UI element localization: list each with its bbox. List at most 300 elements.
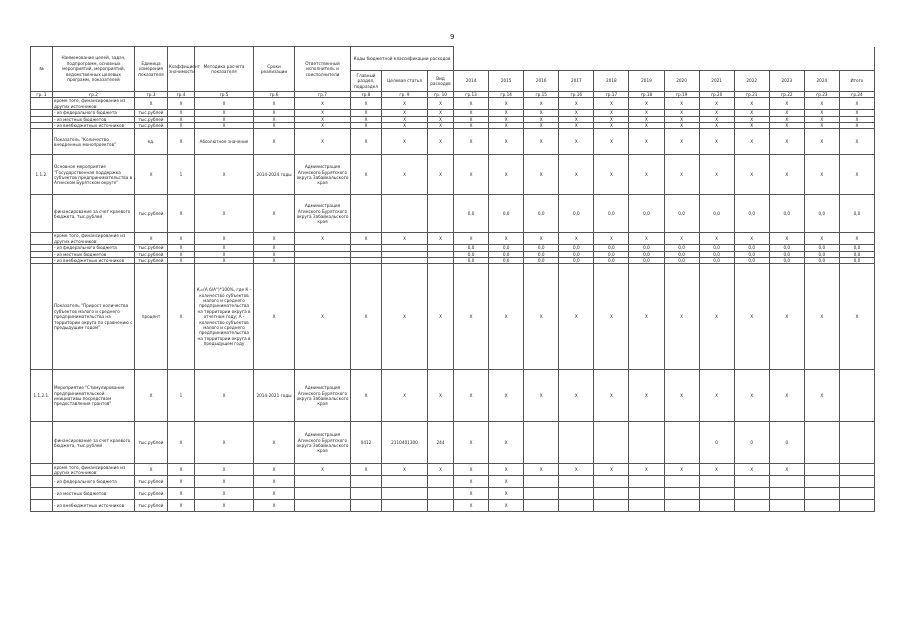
row-name-cell: кроме того, финансирование из других источников: <box>53 233 135 245</box>
table-cell: Администрация Агинского Бурятского округа Забайкальского края <box>295 155 351 195</box>
table-cell: Х <box>254 98 295 110</box>
table-cell: Х <box>428 98 454 110</box>
table-cell <box>31 233 53 245</box>
table-cell: 0,0 <box>769 251 804 257</box>
table-cell: Х <box>489 500 524 512</box>
table-cell <box>699 476 734 488</box>
table-cell: Х <box>254 488 295 500</box>
table-cell: Х <box>804 264 839 370</box>
table-cell: Х <box>135 464 168 476</box>
table-cell: 0,0 <box>839 195 874 233</box>
table-cell: Х <box>351 123 382 129</box>
column-number: гр.3 <box>135 92 168 98</box>
table-cell: 0,0 <box>734 258 769 264</box>
table-cell: Х <box>454 116 489 122</box>
table-cell: Х <box>559 264 594 370</box>
table-row <box>31 264 875 370</box>
row-name-cell: - из федерального бюджета <box>53 476 135 488</box>
table-cell <box>839 476 874 488</box>
table-cell: Х <box>524 233 559 245</box>
table-cell: Х <box>664 98 699 110</box>
table-cell <box>839 488 874 500</box>
table-cell: Х <box>489 116 524 122</box>
table-cell <box>428 195 454 233</box>
column-number: гр.24 <box>839 92 874 98</box>
table-cell: Х <box>664 233 699 245</box>
row-name-cell: Показатель "Прирост количества субъектов малого и среднего предпринимательства на территории округа по сравнению с предыдущим годом" <box>53 264 135 370</box>
table-cell: Х <box>168 116 195 122</box>
column-number: гр.5 <box>195 92 254 98</box>
table-cell: 0,0 <box>699 245 734 251</box>
table-cell: 0,0 <box>804 251 839 257</box>
table-cell: Х <box>254 264 295 370</box>
table-cell <box>804 500 839 512</box>
table-cell: Х <box>295 129 351 155</box>
table-cell: Х <box>351 464 382 476</box>
table-cell: Х <box>489 110 524 116</box>
table-cell: Х <box>839 233 874 245</box>
table-cell: Х <box>351 110 382 116</box>
table-cell: 0,0 <box>454 245 489 251</box>
table-cell: Х <box>351 98 382 110</box>
table-cell: Х <box>524 464 559 476</box>
table-cell: Х <box>428 129 454 155</box>
table-cell: Х <box>629 116 664 122</box>
table-cell: Х <box>559 464 594 476</box>
table-cell: Х <box>295 110 351 116</box>
table-cell: Х <box>629 464 664 476</box>
table-row <box>31 195 875 233</box>
header-coefficient: Коэффициент значимости <box>168 47 195 92</box>
row-name-cell: Основное мероприятие "Государственная поддержка субъектов предпринимательства в Агинском Бурятском округе" <box>53 155 135 195</box>
table-cell <box>559 476 594 488</box>
table-cell: Х <box>594 233 629 245</box>
header-year: 2023 <box>769 71 804 92</box>
table-cell: Х <box>804 116 839 122</box>
column-number: гр. 9 <box>382 92 428 98</box>
table-cell <box>351 500 382 512</box>
table-cell: Х <box>664 155 699 195</box>
table-cell: Х <box>454 98 489 110</box>
table-cell: 0,0 <box>804 195 839 233</box>
table-cell: Х <box>351 264 382 370</box>
table-cell: Х <box>559 233 594 245</box>
table-cell <box>769 488 804 500</box>
table-cell: Абсолютное значение <box>195 129 254 155</box>
table-cell: 0,0 <box>629 245 664 251</box>
table-cell: Х <box>454 476 489 488</box>
table-row <box>31 129 875 155</box>
table-cell: Х <box>524 98 559 110</box>
table-cell: 0,0 <box>664 195 699 233</box>
table-cell: 0,0 <box>769 258 804 264</box>
table-row <box>31 155 875 195</box>
table-cell: 0,0 <box>629 195 664 233</box>
table-cell: Х <box>839 264 874 370</box>
table-cell: Х <box>254 251 295 257</box>
table-cell: Х <box>839 155 874 195</box>
table-cell: 0,0 <box>734 251 769 257</box>
table-cell: Х <box>664 110 699 116</box>
table-cell: 0,0 <box>594 245 629 251</box>
table-cell: Х <box>489 464 524 476</box>
table-cell: Х <box>254 258 295 264</box>
table-cell <box>629 422 664 464</box>
table-cell <box>734 500 769 512</box>
table-cell: Х <box>769 155 804 195</box>
table-cell: 1 <box>168 370 195 422</box>
table-cell: Х <box>629 129 664 155</box>
column-number: гр.22 <box>769 92 804 98</box>
table-cell: Х <box>254 422 295 464</box>
table-cell: Х <box>489 488 524 500</box>
row-name-cell: финансирование за счет краевого бюджета, тыс.рублей <box>53 195 135 233</box>
table-cell <box>428 476 454 488</box>
table-cell: Х <box>295 98 351 110</box>
table-cell <box>524 422 559 464</box>
table-cell <box>428 500 454 512</box>
table-cell: Х <box>524 110 559 116</box>
table-cell: Х <box>195 98 254 110</box>
table-cell: Х <box>664 264 699 370</box>
table-cell: Х <box>629 264 664 370</box>
table-cell: 0,0 <box>524 251 559 257</box>
table-cell: Х <box>428 233 454 245</box>
table-cell: 0,0 <box>699 258 734 264</box>
table-cell: Х <box>559 123 594 129</box>
table-cell: Х <box>454 110 489 116</box>
table-cell: Х <box>195 258 254 264</box>
column-number: гр.20 <box>699 92 734 98</box>
row-name-cell: - из местных бюджетов <box>53 116 135 122</box>
table-cell: Х <box>524 116 559 122</box>
table-cell: Х <box>195 155 254 195</box>
table-cell: Х <box>524 370 559 422</box>
table-cell: 2110401300 <box>382 422 428 464</box>
table-cell: Х <box>699 464 734 476</box>
table-cell: тыс.рублей <box>135 488 168 500</box>
table-cell: Х <box>629 98 664 110</box>
table-cell <box>295 476 351 488</box>
table-cell: 1 <box>168 155 195 195</box>
table-cell: тыс.рублей <box>135 195 168 233</box>
table-cell <box>839 500 874 512</box>
table-row <box>31 500 875 512</box>
table-cell <box>664 476 699 488</box>
table-cell: тыс.рублей <box>135 116 168 122</box>
table-cell: Х <box>769 264 804 370</box>
table-cell <box>559 488 594 500</box>
header-year: 2021 <box>699 71 734 92</box>
table-cell <box>351 476 382 488</box>
table-cell: Х <box>489 98 524 110</box>
table-cell: 0,0 <box>489 258 524 264</box>
table-cell <box>594 500 629 512</box>
table-cell <box>31 195 53 233</box>
table-cell: Х <box>195 245 254 251</box>
table-cell <box>31 129 53 155</box>
table-cell: 0,0 <box>664 258 699 264</box>
table-cell: Х <box>839 110 874 116</box>
header-year: 2017 <box>559 71 594 92</box>
table-cell: Х <box>594 116 629 122</box>
table-row <box>31 476 875 488</box>
table-cell: Х <box>454 264 489 370</box>
table-cell: Х <box>594 264 629 370</box>
table-cell: Х <box>559 129 594 155</box>
table-cell: Х <box>428 464 454 476</box>
table-cell: Х <box>454 500 489 512</box>
column-number: гр.7 <box>295 92 351 98</box>
table-cell: Х <box>699 110 734 116</box>
table-cell: тыс.рублей <box>135 245 168 251</box>
table-cell: Х <box>699 370 734 422</box>
table-cell <box>428 488 454 500</box>
table-cell: Х <box>734 123 769 129</box>
table-cell: Х <box>195 123 254 129</box>
table-cell: Х <box>664 123 699 129</box>
table-cell <box>594 488 629 500</box>
column-number: гр.14 <box>489 92 524 98</box>
table-cell <box>734 476 769 488</box>
table-cell: Х <box>351 155 382 195</box>
table-cell: 244 <box>428 422 454 464</box>
table-cell: Х <box>489 233 524 245</box>
row-name-cell: - из внебюджетных источников <box>53 123 135 129</box>
table-cell: 0,0 <box>699 195 734 233</box>
table-cell: Х <box>168 251 195 257</box>
table-cell: Х <box>804 129 839 155</box>
table-cell <box>804 476 839 488</box>
table-cell: Х <box>454 422 489 464</box>
table-cell <box>769 476 804 488</box>
table-cell: Х <box>489 476 524 488</box>
table-cell <box>31 264 53 370</box>
table-cell: 1.1.2. <box>31 155 53 195</box>
table-cell: Х <box>559 98 594 110</box>
table-cell: Х <box>559 370 594 422</box>
table-cell <box>382 488 428 500</box>
table-cell: Х <box>135 155 168 195</box>
table-cell: Х <box>195 195 254 233</box>
table-cell: Х <box>195 464 254 476</box>
table-cell <box>804 488 839 500</box>
table-cell: Х <box>454 488 489 500</box>
table-cell: Х <box>594 110 629 116</box>
header-term: Сроки реализации <box>254 47 295 92</box>
row-name-cell: - из внебюджетных источников <box>53 258 135 264</box>
table-cell: Х <box>489 129 524 155</box>
table-cell: Х <box>594 370 629 422</box>
table-cell <box>804 464 839 476</box>
table-cell <box>839 464 874 476</box>
table-cell: тыс.рублей <box>135 476 168 488</box>
table-cell: Х <box>769 98 804 110</box>
table-cell <box>31 98 53 110</box>
table-cell: Х <box>699 264 734 370</box>
table-cell: Администрация Агинского Бурятского округа Забайкальского края <box>295 422 351 464</box>
table-cell: 0,0 <box>524 195 559 233</box>
table-cell: Х <box>664 116 699 122</box>
table-cell <box>559 422 594 464</box>
table-cell: Х <box>428 116 454 122</box>
table-cell <box>664 488 699 500</box>
table-cell: Х <box>629 155 664 195</box>
table-cell: Х <box>734 233 769 245</box>
table-cell: Х <box>382 98 428 110</box>
table-cell: Х <box>295 123 351 129</box>
header-year: 2014 <box>454 71 489 92</box>
table-cell: Х <box>804 98 839 110</box>
page-number: 9 <box>450 33 455 41</box>
row-name-cell: финансирование за счет краевого бюджета, тыс.рублей <box>53 422 135 464</box>
row-name-cell: - из местных бюджетов <box>53 251 135 257</box>
table-cell: 2014-2021 годы <box>254 370 295 422</box>
table-cell: ед. <box>135 129 168 155</box>
table-cell: тыс.рублей <box>135 258 168 264</box>
table-cell: 0,0 <box>734 195 769 233</box>
table-cell: 0,0 <box>454 251 489 257</box>
table-cell: 0,0 <box>699 251 734 257</box>
table-cell: тыс.рублей <box>135 123 168 129</box>
table-cell: Х <box>168 123 195 129</box>
table-cell: Х <box>168 422 195 464</box>
row-name-cell: - из федерального бюджета <box>53 110 135 116</box>
table-cell: Х <box>454 233 489 245</box>
table-cell: Х <box>629 370 664 422</box>
table-cell <box>31 476 53 488</box>
table-cell: Х <box>524 129 559 155</box>
table-cell: Х <box>195 370 254 422</box>
header-year: 2020 <box>664 71 699 92</box>
table-cell: Х <box>804 233 839 245</box>
table-cell: Х <box>629 233 664 245</box>
header-year: 2024 <box>804 71 839 92</box>
table-cell <box>524 476 559 488</box>
column-number: гр.19 <box>664 92 699 98</box>
table-cell: 0,0 <box>489 251 524 257</box>
table-cell: 0412 <box>351 422 382 464</box>
header-no: № <box>31 47 53 92</box>
table-cell: Х <box>804 123 839 129</box>
table-cell: 0,0 <box>804 245 839 251</box>
table-cell: 0,0 <box>804 258 839 264</box>
table-cell: Х <box>699 233 734 245</box>
table-cell: Х <box>295 233 351 245</box>
table-cell: Х <box>135 98 168 110</box>
table-cell: К=(А б/А°)*100%, где К - количество субъектов малого и среднего предпринимательства на территории округа в отчетном году; А - количество субъектов малого и среднего предпринимательства на территории округа в предыдущем году <box>195 264 254 370</box>
table-cell: Х <box>524 155 559 195</box>
table-cell: Х <box>168 245 195 251</box>
column-number: гр.2 <box>53 92 135 98</box>
table-cell <box>295 500 351 512</box>
table-cell: Х <box>769 370 804 422</box>
table-cell: Х <box>382 233 428 245</box>
table-cell <box>351 488 382 500</box>
table-cell: Х <box>454 123 489 129</box>
table-cell: Х <box>699 123 734 129</box>
table-cell: 0,0 <box>489 195 524 233</box>
table-cell: Х <box>699 129 734 155</box>
table-cell <box>699 488 734 500</box>
table-row <box>31 98 875 110</box>
table-cell: Х <box>454 129 489 155</box>
table-row <box>31 488 875 500</box>
table-cell <box>559 500 594 512</box>
column-number: гр.15 <box>524 92 559 98</box>
header-total: Итого <box>839 71 874 92</box>
table-cell: Х <box>699 98 734 110</box>
table-cell: Х <box>168 98 195 110</box>
table-cell: Х <box>769 129 804 155</box>
column-number: гр.23 <box>804 92 839 98</box>
table-cell: Х <box>734 110 769 116</box>
table-cell: 0,0 <box>559 258 594 264</box>
table-cell: 0,0 <box>839 251 874 257</box>
table-cell: 0,0 <box>489 245 524 251</box>
table-cell: 0,0 <box>524 258 559 264</box>
table-cell <box>664 422 699 464</box>
table-cell: Х <box>382 370 428 422</box>
table-cell: 0,0 <box>629 258 664 264</box>
table-cell: Х <box>168 110 195 116</box>
table-cell: Х <box>254 500 295 512</box>
table-cell <box>629 500 664 512</box>
table-cell: Х <box>839 129 874 155</box>
table-cell: Х <box>664 464 699 476</box>
row-name-cell: кроме того, финансирование из других источников: <box>53 98 135 110</box>
header-year: 2015 <box>489 71 524 92</box>
table-cell: Х <box>195 110 254 116</box>
table-cell: Х <box>382 123 428 129</box>
table-cell: Х <box>168 488 195 500</box>
table-cell: Х <box>524 123 559 129</box>
column-number: гр.6 <box>254 92 295 98</box>
table-cell: Х <box>769 110 804 116</box>
table-cell: Х <box>135 370 168 422</box>
table-cell: тыс.рублей <box>135 110 168 116</box>
table-cell: Х <box>804 370 839 422</box>
header-year: 2022 <box>734 71 769 92</box>
table-row <box>31 464 875 476</box>
table-cell: Х <box>489 422 524 464</box>
table-cell: Х <box>254 464 295 476</box>
table-cell: Х <box>428 110 454 116</box>
table-cell: Х <box>489 264 524 370</box>
table-cell: Х <box>254 195 295 233</box>
table-cell: Х <box>382 264 428 370</box>
table-cell: Х <box>428 123 454 129</box>
table-cell: Х <box>382 110 428 116</box>
table-cell: Х <box>839 116 874 122</box>
header-year: 2018 <box>594 71 629 92</box>
table-cell: Х <box>135 233 168 245</box>
table-cell: 0,0 <box>454 258 489 264</box>
table-cell: 0,0 <box>769 195 804 233</box>
table-cell: 0,0 <box>629 251 664 257</box>
table-cell: 0,0 <box>454 195 489 233</box>
table-cell: Х <box>382 116 428 122</box>
table-cell: Х <box>254 233 295 245</box>
table-cell: Х <box>734 464 769 476</box>
table-row <box>31 370 875 422</box>
table-cell: Х <box>664 370 699 422</box>
table-cell: Х <box>382 464 428 476</box>
column-number: гр. 1 <box>31 92 53 98</box>
table-cell <box>629 488 664 500</box>
table-cell: 0,0 <box>559 245 594 251</box>
table-cell <box>629 476 664 488</box>
